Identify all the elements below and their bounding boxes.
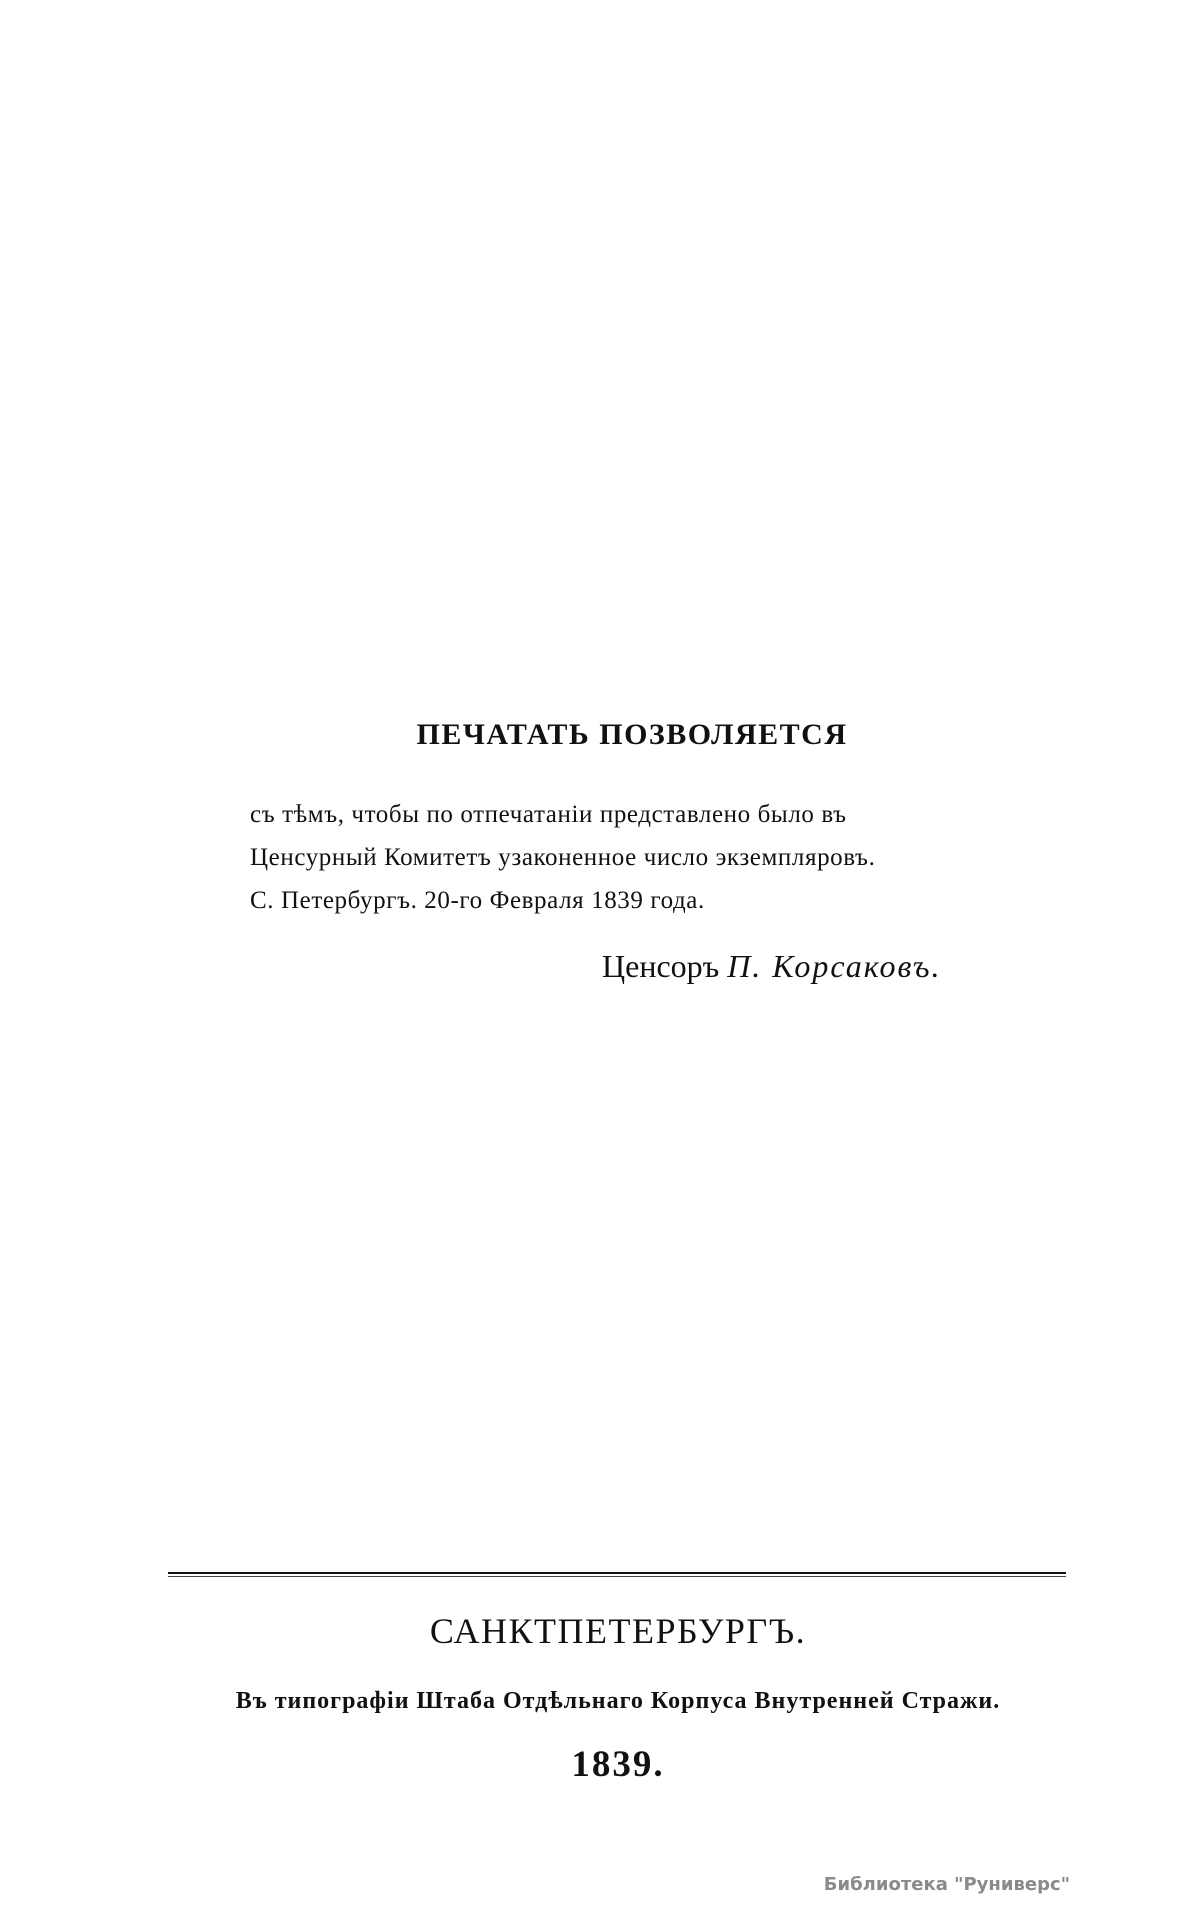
- censor-signature: [602, 948, 942, 985]
- censorship-line: Ценсурный Комитетъ узаконенное число экземпляровъ.: [250, 844, 876, 871]
- censor-name: П. Корсаковъ.: [727, 948, 942, 984]
- censorship-statement: [250, 793, 995, 922]
- library-watermark: Библиотека "Руниверс": [823, 1874, 1070, 1895]
- imprint-year: 1839.: [571, 1744, 665, 1785]
- imprint-city: САНКТПЕТЕРБУРГЪ.: [429, 1611, 807, 1651]
- censorship-line: С. Петербургъ. 20-го Февраля 1839 года.: [250, 887, 705, 914]
- censorship-heading: ПЕЧАТАТЬ ПОЗВОЛЯЕТСЯ: [416, 718, 848, 751]
- imprint-printer: Въ типографіи Штаба Отдѣльнаго Корпуса Внутренней Стражи.: [235, 1688, 1001, 1714]
- censor-title: Ценсоръ: [602, 948, 720, 984]
- censorship-line: съ тѣмъ, чтобы по отпечатаніи представлено было въ: [250, 801, 847, 828]
- horizontal-rule: [168, 1572, 1066, 1574]
